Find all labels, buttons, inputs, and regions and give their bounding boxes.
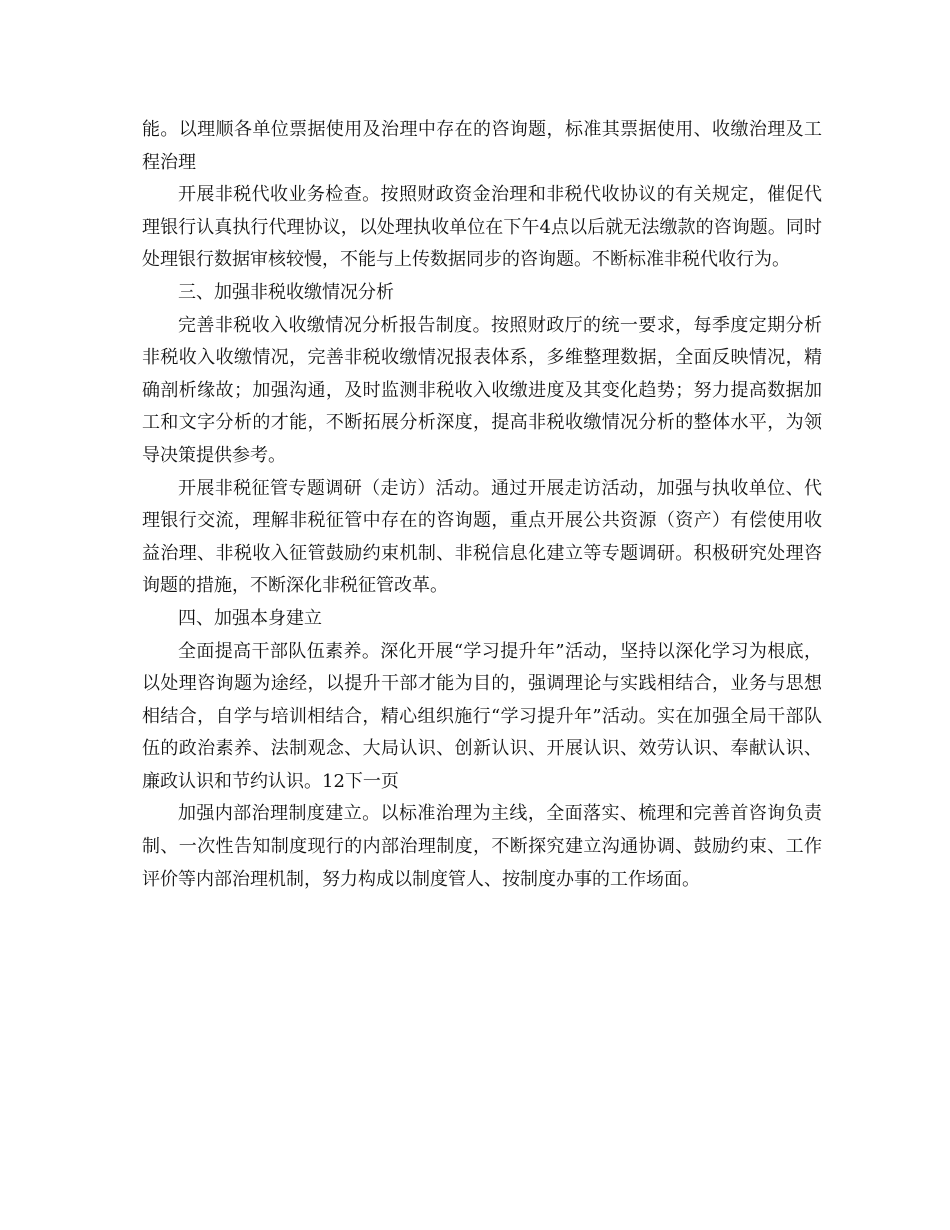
paragraph-7: 全面提高干部队伍素养。深化开展“学习提升年”活动，坚持以深化学习为根底，以处理咨询题为途经，以提升干部才能为目的，强调理论与实践相结合，业务与思想相结合，自学与培训相结合，精心组织施行“学习提升年”活动。实在加强全局干部队伍的政治素养、法制观念、大局认识、创新认识、开展认识、效劳认识、奉献认识、廉政认识和节约认识。12下一页 [142,640,822,792]
section-heading-3: 三、加强非税收缴情况分析 [178,281,394,303]
paragraph-1: 能。以理顺各单位票据使用及治理中存在的咨询题，标准其票据使用、收缴治理及工程治理 [142,119,822,173]
section-heading-4: 四、加强本身建立 [178,607,322,629]
paragraph-5: 开展非税征管专题调研（走访）活动。通过开展走访活动，加强与执收单位、代理银行交流，理解非税征管中存在的咨询题，重点开展公共资源（资产）有偿使用收益治理、非税收入征管鼓励约束机制、非税信息化建立等专题调研。积极研究处理咨询题的措施，不断深化非税征管改革。 [142,477,822,597]
paragraph-2: 开展非税代收业务检查。按照财政资金治理和非税代收协议的有关规定，催促代理银行认真执行代理协议，以处理执收单位在下午4点以后就无法缴款的咨询题。同时处理银行数据审核较慢，不能与上传数据同步的咨询题。不断标准非税代收行为。 [142,184,822,271]
document-body [142,114,822,896]
paragraph-8: 加强内部治理制度建立。以标准治理为主线，全面落实、梳理和完善首咨询负责制、一次性告知制度现行的内部治理制度，不断探究建立沟通协调、鼓励约束、工作评价等内部治理机制，努力构成以制度管人、按制度办事的工作场面。 [142,803,822,890]
paragraph-4: 完善非税收入收缴情况分析报告制度。按照财政厅的统一要求，每季度定期分析非税收入收缴情况，完善非税收缴情况报表体系，多维整理数据，全面反映情况，精确剖析缘故；加强沟通，及时监测非税收入收缴进度及其变化趋势；努力提高数据加工和文字分析的才能，不断拓展分析深度，提高非税收缴情况分析的整体水平，为领导决策提供参考。 [142,314,822,466]
